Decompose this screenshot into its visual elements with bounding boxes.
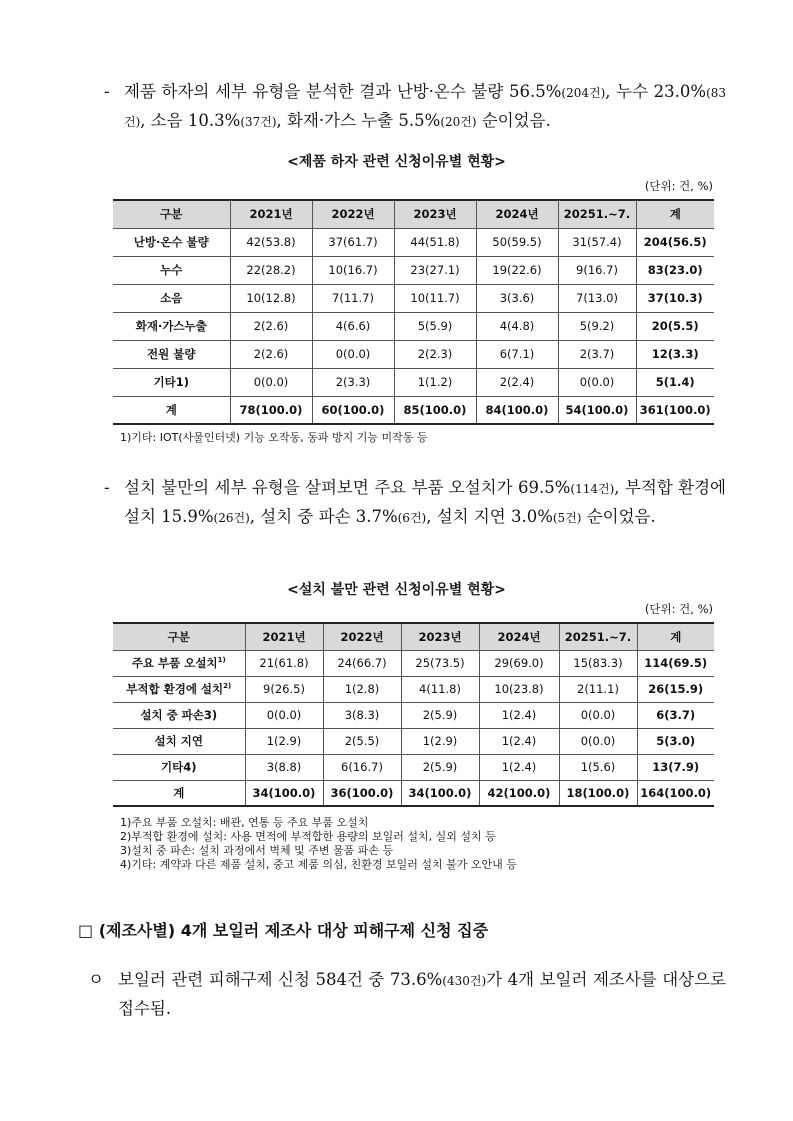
column-header: 계 [636,200,714,228]
row-label [113,676,245,702]
table-cell: 0(0.0) [558,368,636,396]
table2-notes [120,816,517,872]
table-row [113,340,714,368]
table-cell: 1(2.9) [245,728,323,754]
row-label-text: 전원 불량 [147,347,196,361]
table2-caption: <설치 불만 관련 신청이유별 현황> [287,582,506,598]
table-cell: 1(2.4) [479,728,559,754]
row-total-cell: 13(7.9) [637,754,714,780]
row-total-cell: 5(3.0) [637,728,714,754]
table-cell: 34(100.0) [245,780,323,806]
table-row [113,256,714,284]
text-run-small: (6건) [397,511,427,525]
table-cell: 9(26.5) [245,676,323,702]
table-row [113,702,714,728]
table-row [113,284,714,312]
text-run: 설치 불만의 세부 유형을 살펴보면 주요 부품 오설치가 69.5% [124,478,571,497]
text-run: , 설치 중 파손 3.7% [249,507,398,526]
table-row [113,650,714,676]
table-cell: 1(2.4) [479,754,559,780]
table-cell: 1(1.2) [394,368,476,396]
table-cell: 84(100.0) [476,396,558,424]
table-cell: 2(2.3) [394,340,476,368]
table-cell: 4(6.6) [312,312,394,340]
column-header: 2021년 [245,623,323,650]
column-header: 구분 [113,623,245,650]
table-cell: 34(100.0) [401,780,479,806]
column-header: 구분 [113,200,230,228]
table-header-row [113,200,714,228]
table1-caption: <제품 하자 관련 신청이유별 현황> [287,154,506,170]
table-cell: 10(23.8) [479,676,559,702]
table-cell: 0(0.0) [559,728,637,754]
install-summary-paragraph [104,474,726,532]
row-label [113,284,230,312]
table-cell: 44(51.8) [394,228,476,256]
footnote-line: 1)주요 부품 오설치: 배관, 연통 등 주요 부품 오설치 [120,816,369,829]
table-cell: 15(83.3) [559,650,637,676]
table-cell: 0(0.0) [559,702,637,728]
section-title: (제조사별) 4개 보일러 제조사 대상 피해구제 신청 집중 [98,921,489,940]
table-cell: 4(4.8) [476,312,558,340]
table-cell: 37(61.7) [312,228,394,256]
text-run: , 화재·가스 누출 5.5% [276,111,441,130]
row-label [113,228,230,256]
table-row [113,312,714,340]
table-cell: 31(57.4) [558,228,636,256]
table-cell: 2(3.7) [558,340,636,368]
table-cell: 2(11.1) [559,676,637,702]
table-cell: 21(61.8) [245,650,323,676]
table-cell: 10(12.8) [230,284,312,312]
footnote-line: 4)기타: 계약과 다른 제품 설치, 중고 제품 의심, 친환경 보일러 설치 불가 오안내 등 [120,858,517,871]
table-cell: 29(69.0) [479,650,559,676]
text-run: , 누수 23.0% [605,82,707,101]
table-cell: 78(100.0) [230,396,312,424]
row-label-text: 설치 중 파손3) [140,708,218,722]
row-total-cell: 204(56.5) [636,228,714,256]
sum-row [113,780,714,806]
row-total-cell: 20(5.5) [636,312,714,340]
dash-marker: - [104,478,110,497]
column-header: 2022년 [312,200,394,228]
row-total-cell: 6(3.7) [637,702,714,728]
table-cell: 4(11.8) [401,676,479,702]
dash-marker: - [104,82,110,101]
row-label-text: 기타4) [161,760,197,774]
column-header: 2023년 [401,623,479,650]
column-header: 20251.~7. [559,623,637,650]
text-run-small: (114건) [570,482,615,496]
table-cell: 19(22.6) [476,256,558,284]
table1-notes [120,431,427,445]
row-total-cell: 164(100.0) [637,780,714,806]
text-run-small: (5건) [552,511,582,525]
table-cell: 10(16.7) [312,256,394,284]
table-cell: 54(100.0) [558,396,636,424]
row-label-text: 주요 부품 오설치 [131,656,218,670]
text-run: 제품 하자의 세부 유형을 분석한 결과 난방·온수 불량 56.5% [124,82,562,101]
table-cell: 85(100.0) [394,396,476,424]
table-cell: 7(11.7) [312,284,394,312]
row-label [113,702,245,728]
table-row [113,754,714,780]
text-run: 가 4개 보일러 제조사를 대상으로 접수됨. [118,970,726,1018]
table-cell: 0(0.0) [230,368,312,396]
footnote-marker: 2) [223,682,232,691]
text-run-small: (204건) [561,86,606,100]
row-label-text: 누수 [160,263,183,277]
row-label: 계 [113,396,230,424]
column-header: 2024년 [476,200,558,228]
table-cell: 2(2.6) [230,312,312,340]
table-cell: 2(5.5) [323,728,401,754]
text-run-small: (430건) [442,974,487,988]
column-header: 계 [637,623,714,650]
table-cell: 6(7.1) [476,340,558,368]
row-label-text: 설치 지연 [154,734,203,748]
row-total-cell: 12(3.3) [636,340,714,368]
table-cell: 3(8.3) [323,702,401,728]
text-run: , 소음 10.3% [140,111,241,130]
table-cell: 2(5.9) [401,702,479,728]
row-label [113,256,230,284]
footnote-line: 2)부적합 환경에 설치: 사용 면적에 부적합한 용량의 보일러 설치, 실외 설치 등 [120,830,496,843]
text-run-small: (20건) [440,115,477,129]
table-cell: 22(28.2) [230,256,312,284]
row-label-text: 화재·가스누출 [135,319,207,333]
row-label [113,754,245,780]
table-header-row [113,623,714,650]
footnote-line: 1)기타: IOT(사물인터넷) 기능 오작동, 동파 방지 기능 미작동 등 [120,431,428,444]
column-header: 2024년 [479,623,559,650]
table-cell: 1(2.4) [479,702,559,728]
text-run: , 설치 지연 3.0% [426,507,553,526]
text-run: 보일러 관련 피해구제 신청 584건 중 73.6% [118,970,443,989]
table-cell: 2(3.3) [312,368,394,396]
row-total-cell: 361(100.0) [636,396,714,424]
table-cell: 50(59.5) [476,228,558,256]
table-cell: 9(16.7) [558,256,636,284]
row-total-cell: 37(10.3) [636,284,714,312]
row-total-cell: 83(23.0) [636,256,714,284]
table-cell: 5(5.9) [394,312,476,340]
row-total-cell: 114(69.5) [637,650,714,676]
column-header: 2023년 [394,200,476,228]
table-cell: 2(5.9) [401,754,479,780]
footnote-marker: 1) [217,656,226,665]
defect-reason-table [113,199,714,425]
column-header: 2021년 [230,200,312,228]
table-cell: 1(5.6) [559,754,637,780]
section-heading [78,918,488,941]
column-header: 2022년 [323,623,401,650]
table-cell: 42(100.0) [479,780,559,806]
row-total-cell: 26(15.9) [637,676,714,702]
table-row [113,368,714,396]
row-label [113,368,230,396]
table-cell: 25(73.5) [401,650,479,676]
row-total-cell: 5(1.4) [636,368,714,396]
table1-unit: (단위: 건, %) [644,179,713,193]
table-cell: 36(100.0) [323,780,401,806]
text-run-small: (37건) [240,115,277,129]
table-cell: 18(100.0) [559,780,637,806]
table-cell: 1(2.9) [401,728,479,754]
table-row [113,676,714,702]
table-cell: 0(0.0) [245,702,323,728]
table-cell: 0(0.0) [312,340,394,368]
table-cell: 24(66.7) [323,650,401,676]
table-cell: 1(2.8) [323,676,401,702]
sum-row [113,396,714,424]
column-header: 20251.~7. [558,200,636,228]
defect-summary-paragraph [104,78,726,136]
table-cell: 60(100.0) [312,396,394,424]
row-label-text: 소음 [160,291,183,305]
table-row [113,228,714,256]
row-label-text: 기타1) [153,375,189,389]
table-cell: 3(8.8) [245,754,323,780]
row-label [113,650,245,676]
row-label [113,312,230,340]
table-cell: 7(13.0) [558,284,636,312]
table-cell: 3(3.6) [476,284,558,312]
table-cell: 5(9.2) [558,312,636,340]
row-label-text: 부적합 환경에 설치 [126,682,224,696]
text-run: , 부적합 환경에 설치 15.9% [124,478,726,526]
row-label [113,340,230,368]
text-run: 순이었음. [581,507,656,526]
row-label [113,728,245,754]
text-run: 순이었음. [476,111,551,130]
table-cell: 42(53.8) [230,228,312,256]
table-cell: 23(27.1) [394,256,476,284]
maker-summary-paragraph [88,966,726,1022]
table-cell: 10(11.7) [394,284,476,312]
table-cell: 6(16.7) [323,754,401,780]
table-row [113,728,714,754]
table-cell: 2(2.4) [476,368,558,396]
row-label-text: 난방·온수 불량 [133,235,209,249]
footnote-line: 3)설치 중 파손: 설치 과정에서 벽체 및 주변 물품 파손 등 [120,844,394,857]
table2-unit: (단위: 건, %) [644,602,713,616]
text-run-small: (26건) [213,511,250,525]
row-label: 계 [113,780,245,806]
text-run-small: (83건) [124,86,727,129]
install-reason-table [113,622,714,807]
table-cell: 2(2.6) [230,340,312,368]
bullet-marker: ㅇ [88,970,104,989]
checkbox-square-icon: □ [78,921,94,940]
